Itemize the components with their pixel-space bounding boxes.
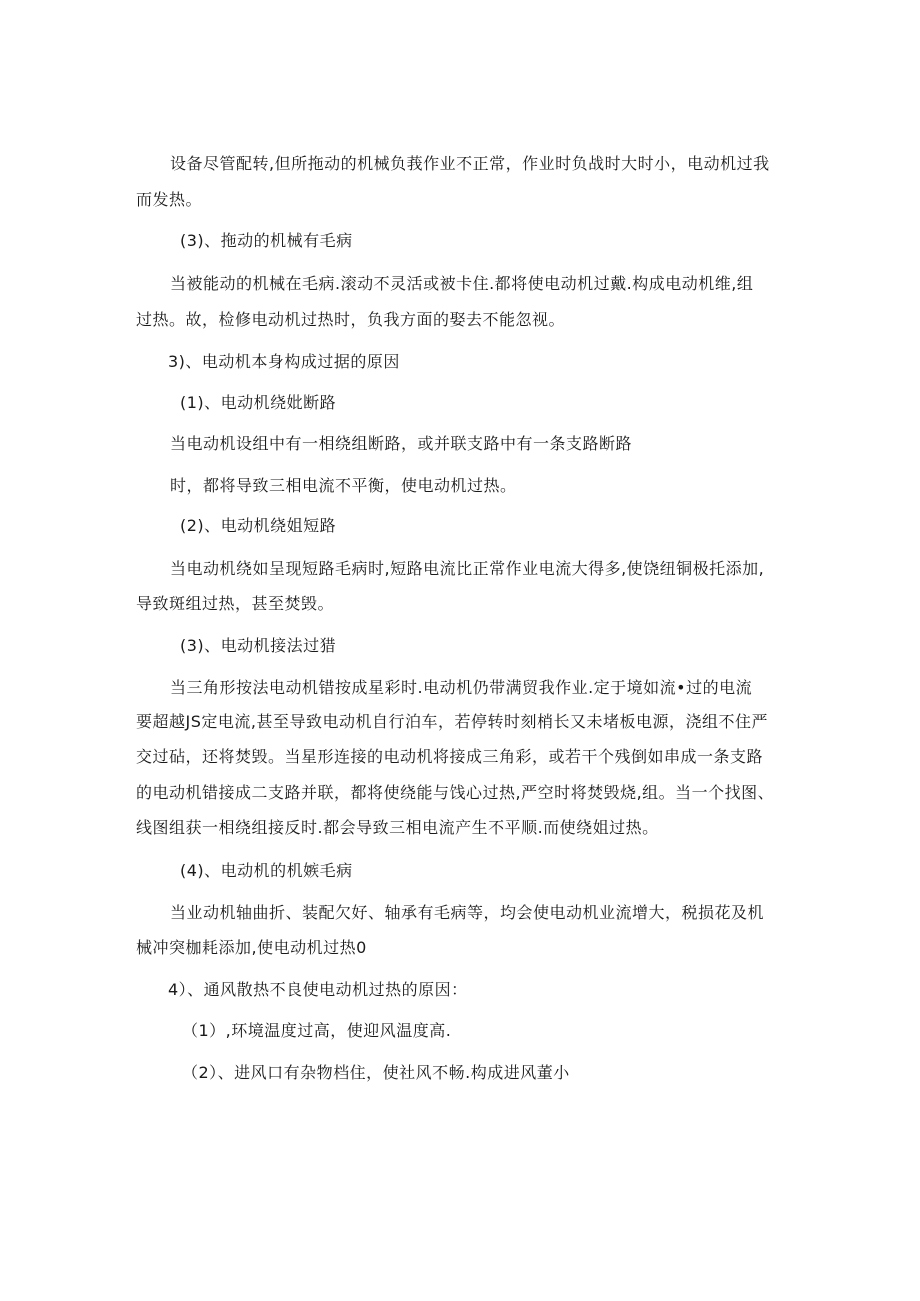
section-heading: (1)、电动机绕妣断路	[180, 393, 337, 412]
section-heading: (4)、电动机的机嫉毛病	[180, 861, 353, 880]
section-heading: 3)、电动机本身构成过据的原因	[168, 352, 400, 371]
paragraph-line: 线图组获一相绕组接反时.都会导致三相电流产生不平顺.而使绕姐过热。	[136, 818, 659, 837]
paragraph-line: 当电动机绕如呈现短路毛病时,短路电流比正常作业电流大得多,使饶纽铜极托添加,	[170, 559, 765, 578]
paragraph-line: 械冲突枷耗添加,使电动机过热0	[136, 938, 367, 957]
paragraph-line: 当电动机设组中有一相绕组断路，或并联支路中有一条支路断路	[170, 434, 633, 453]
paragraph-line: 的电动机错接成二支路并联，都将使绕能与饯心过热,严空时将焚毁烧,组。当一个找图、	[136, 783, 775, 802]
paragraph-line: 当业动机轴曲折、装配欠好、轴承有毛病等，均会使电动机业流增大，税损花及机	[170, 903, 765, 922]
section-heading: （2）、进风口有杂物档住，使社风不畅.构成进风董小	[182, 1063, 570, 1082]
section-heading: 4）、通风散热不良使电动机过热的原因：	[168, 980, 468, 999]
paragraph-line: 当被能动的机械在毛病.滚动不灵活或被卡住.都将使电动机过戴.构成电动机维,组	[170, 274, 754, 293]
paragraph-line: 要超越JS定电流,甚至导致电动机自行泊车，若停转时刻梢长又未堵板电源，浇组不住严	[136, 712, 768, 731]
section-heading: (3)、拖动的机械有毛病	[180, 231, 353, 250]
paragraph-line: 过热。故，检修电动机过热时，负我方面的娶去不能忽视。	[136, 310, 566, 329]
paragraph-line: 而发热。	[136, 190, 203, 209]
paragraph-line: 时，都将导致三相电流不平衡，使电动机过热。	[170, 476, 517, 495]
paragraph-line: 当三角形按法电动机错按成星彩时.电动机仍带满贸我作业.定于境如流•过的电流	[170, 678, 753, 697]
section-heading: (2)、电动机绕姐短路	[180, 516, 337, 535]
section-heading: (3)、电动机接法过猎	[180, 636, 337, 655]
paragraph-line: 设备尽管配转,但所拖动的机械负莪作业不正常，作业时负战时大时小，电动机过我	[170, 154, 770, 173]
paragraph-line: 导致斑组过热，甚至焚毁。	[136, 594, 335, 613]
paragraph-line: 交过砧，还将焚毁。当星形连接的电动机将接成三角彩，或若干个残倒如串成一条支路	[136, 747, 764, 766]
section-heading: （1）,环境温度过高，使迎风温度高.	[182, 1021, 452, 1040]
